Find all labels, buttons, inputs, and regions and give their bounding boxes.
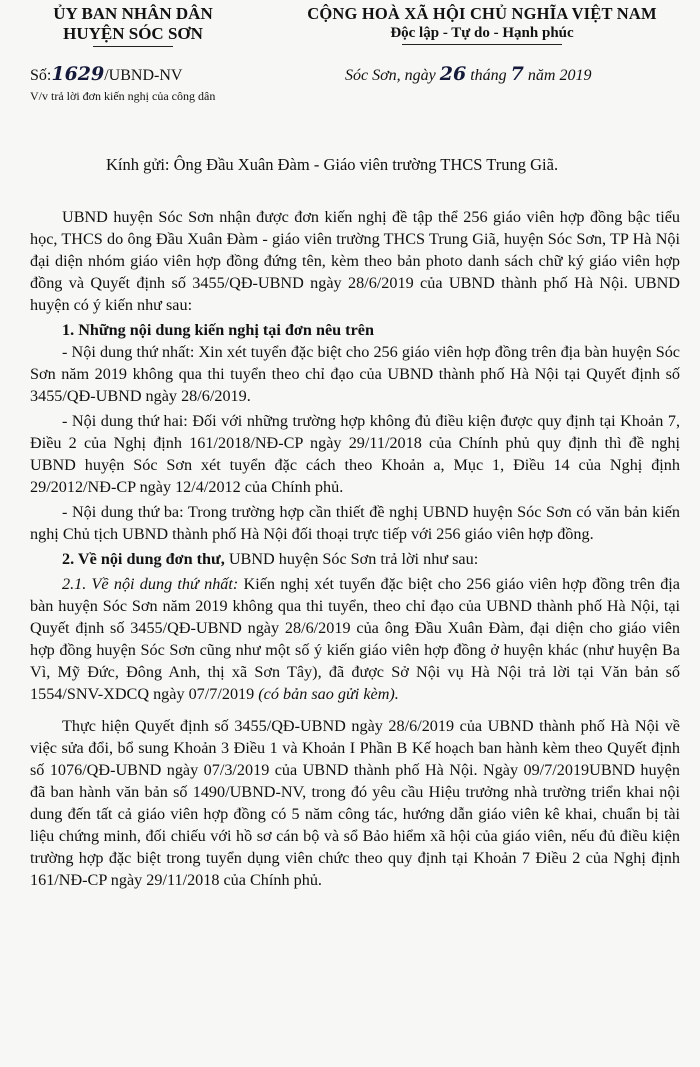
intro-paragraph: UBND huyện Sóc Sơn nhận được đơn kiến nghị đề tập thể 256 giáo viên hợp đồng bậc tiểu học, THCS do ông Đầu Xuân Đàm - giáo viên trường THCS Trung Giã, huyện Sóc Sơn, TP Hà Nội đại diện nhóm giáo viên hợp đồng đứng tên, kèm theo bản photo danh sách chữ ký giáo viên hợp đồng và Quyết định số 3455/QĐ-UBND ngày 28/6/2019 của UBND thành phố Hà Nội. UBND huyện có ý kiến như sau:: [30, 208, 680, 314]
national-heading: [272, 4, 692, 45]
section-2-title-bold: 2. Về nội dung đơn thư,: [62, 550, 225, 568]
date-day-handwritten: 26: [439, 63, 467, 85]
issuer-org-line1: ỦY BAN NHÂN DÂN: [53, 4, 213, 23]
issuer-org-line2: HUYỆN SÓC SƠN: [63, 24, 203, 43]
date-year: năm 2019: [527, 67, 592, 84]
subject-line: V/v trả lời đơn kiến nghị của công dân: [30, 89, 216, 103]
date-month-label: tháng: [470, 67, 507, 84]
addressee-name: Ông Đầu Xuân Đàm - Giáo viên trường THCS Trung Giã.: [173, 155, 559, 174]
doc-number-handwritten: 1629: [51, 63, 105, 85]
section-1-item-3: - Nội dung thứ ba: Trong trường hợp cần thiết đề nghị UBND huyện Sóc Sơn có văn bản kiến nghị Chủ tịch UBND thành phố Hà Nội đối thoại trực tiếp với 256 giáo viên hợp đồng.: [30, 503, 680, 543]
addressee-label: Kính gửi:: [106, 155, 170, 174]
addressee: [106, 154, 558, 176]
issuer-underline: [93, 46, 173, 47]
issuer-block: [18, 4, 248, 47]
section-2-paragraph-2: Thực hiện Quyết định số 3455/QĐ-UBND ngày 28/6/2019 của UBND thành phố Hà Nội về việc sửa đổi, bổ sung Khoản 3 Điều 1 và Khoản I Phần B Kế hoạch ban hành kèm theo Quyết định số 1076/QĐ-UBND ngày 07/3/2019 của UBND thành phố Hà Nội. Ngày 09/7/2019UBND huyện đã ban hành văn bản số 1490/UBND-NV, trong đó yêu cầu Hiệu trưởng nhà trường triển khai nội dung đến tất cả giáo viên hợp đồng có 5 năm công tác, hướng dẫn giáo viên kê khai, chuẩn bị tài liệu chứng minh, đối chiếu với hồ sơ cán bộ và sổ Bảo hiểm xã hội của giáo viên, nếu đủ điều kiện trường hợp đặc biệt trong tuyển dụng viên chức theo quy định tại Khoản 7 Điều 2 của Nghị định 161/NĐ-CP ngày 29/11/2018 của Chính phủ.: [30, 717, 680, 889]
section-2-1-label: 2.1. Về nội dung thứ nhất:: [62, 575, 239, 593]
doc-number-prefix: Số:: [30, 67, 52, 84]
nation-title: CỘNG HOÀ XÃ HỘI CHỦ NGHĨA VIỆT NAM: [307, 4, 657, 23]
section-2-1-note: (có bản sao gửi kèm).: [258, 685, 399, 703]
section-1-item-1: - Nội dung thứ nhất: Xin xét tuyển đặc biệt cho 256 giáo viên hợp đồng trên địa bàn huyện Sóc Sơn năm 2019 không qua thi tuyển theo chỉ đạo của UBND thành phố Hà Nội tại Quyết định số 3455/QĐ-UBND ngày 28/6/2019.: [30, 343, 680, 405]
section-2-1-paragraph: [30, 573, 680, 705]
section-2-1-text: Kiến nghị xét tuyển đặc biệt cho 256 giáo viên hợp đồng trên địa bàn huyện Sóc Sơn năm 2019 không qua thi tuyển, theo chỉ đạo của UBND thành phố Hà Nội, tại Quyết định số 3455/QĐ-UBND ngày 28/6/2019 của ông Đầu Xuân Đàm, đại diện cho giáo viên hợp đồng huyện Sóc Sơn cũng như một số ý kiến giáo viên hợp đồng ở huyện khác (như huyện Ba Vì, Mỹ Đức, Đông Anh, thị xã Sơn Tây), đã được Sở Nội vụ Hà Nội trả lời tại Văn bản số 1554/SNV-XDCQ ngày 07/7/2019: [30, 575, 680, 703]
date-place: Sóc Sơn, ngày: [345, 67, 436, 84]
section-1-title: 1. Những nội dung kiến nghị tại đơn nêu trên: [62, 321, 374, 339]
date-month-handwritten: 7: [510, 63, 524, 85]
motto: Độc lập - Tự do - Hạnh phúc: [390, 25, 574, 41]
motto-underline: [402, 44, 562, 45]
section-2-title-rest: UBND huyện Sóc Sơn trả lời như sau:: [224, 550, 479, 568]
letter-body: [30, 206, 680, 891]
document-number: [30, 63, 182, 87]
section-2-title: [30, 548, 680, 570]
issue-date: [345, 63, 591, 87]
section-1-item-2: - Nội dung thứ hai: Đối với những trường hợp không đủ điều kiện được quy định tại Khoản 7, Điều 2 của Nghị định 161/2018/NĐ-CP ngày 29/11/2018 của Chính phủ quy định thì đề nghị UBND huyện Sóc Sơn xét tuyển đặc cách theo Khoản a, Mục 1, Điều 14 của Nghị định 29/2012/NĐ-CP ngày 12/4/2012 của Chính phủ.: [30, 412, 680, 496]
doc-number-suffix: /UBND-NV: [104, 67, 183, 84]
